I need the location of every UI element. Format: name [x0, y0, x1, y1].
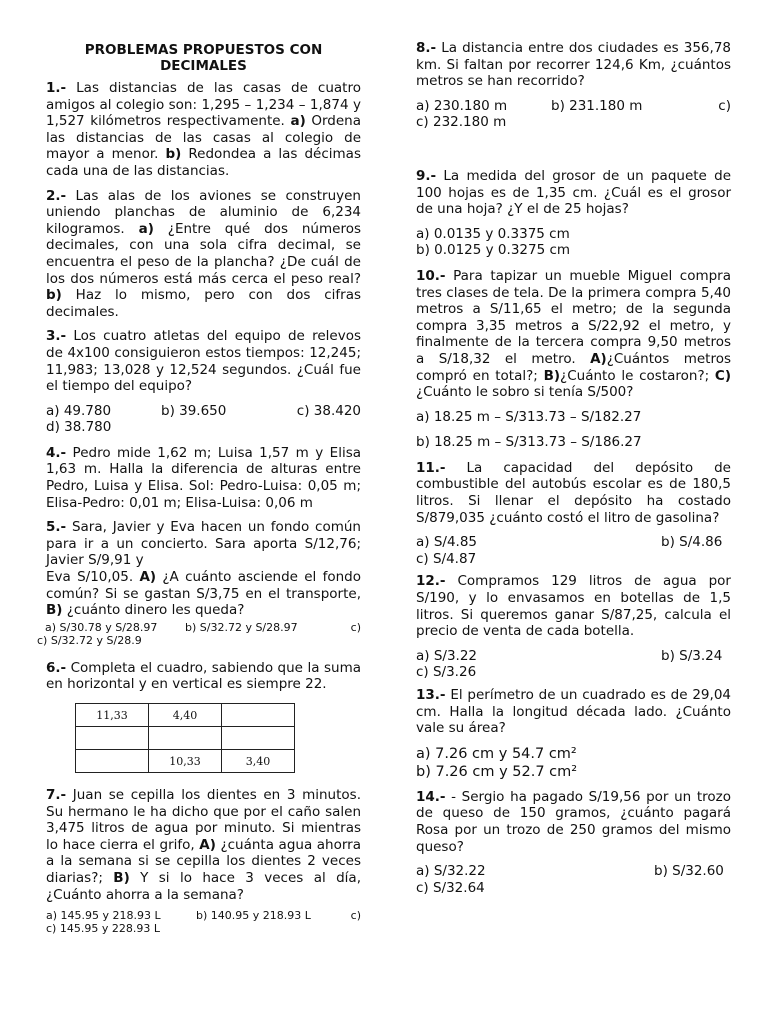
option-a: a) 49.780 — [46, 402, 112, 419]
grid-cell[interactable] — [76, 727, 149, 750]
problem-9 — [416, 168, 731, 218]
problem-number: 4.- — [46, 444, 67, 461]
option-b: b) 18.25 m – S/313.73 – S/186.27 — [416, 434, 642, 451]
answer-option-10b — [416, 434, 731, 451]
problem-14 — [416, 789, 731, 855]
part-label: A) — [199, 836, 216, 853]
part-label: a) — [138, 220, 154, 237]
problem-text: ¿Entre qué dos números decimales, con una sola cifra decimal, se encuentra el peso de la plancha? ¿De cuál de los dos números está más cerca el peso real? — [46, 220, 361, 287]
problem-5 — [46, 519, 361, 619]
problem-number: 13.- — [416, 687, 446, 703]
problem-text: La capacidad del depósito de combustible del autobús escolar es de 180,5 litros. Si llenar el depósito ha costado S/879,035 ¿cuánto costó el litro de gasolina? — [416, 459, 731, 526]
option-b: b) S/4.86 — [661, 534, 723, 551]
problem-text: ¿Cuánto le costaron?; — [560, 367, 715, 384]
answer-options-7: a) 145.95 y 218.93 L b) 140.95 y 218.93 L c) c) 145.95 y 228.93 L — [46, 909, 361, 936]
answer-options-9 — [416, 226, 731, 259]
problem-number: 7.- — [46, 787, 67, 803]
grid-row — [76, 750, 295, 773]
part-label: A) — [590, 350, 607, 367]
problem-10 — [416, 268, 731, 401]
answer-options-5: a) S/30.78 y S/28.97 b) S/32.72 y S/28.97 c) c) S/32.72 y S/28.9 — [37, 620, 361, 648]
problem-text: La distancia entre dos ciudades es 356,78 km. Si faltan por recorrer 124,6 Km, ¿cuántos metros se han recorrido? — [416, 40, 731, 90]
answer-options-11 — [416, 534, 731, 567]
problem-text: ¿cuánta agua ahorra a la semana si se cepilla los dientes 2 veces diarias?; — [46, 836, 362, 886]
document-title — [46, 42, 361, 74]
option-c: c) 145.95 y 228.93 L — [46, 922, 160, 936]
part-label: a) — [290, 113, 306, 130]
problem-text: ¿A cuánto asciende el fondo común? Si se gastan S/3,75 en el transporte, — [46, 569, 361, 602]
problem-number: 5.- — [46, 519, 67, 536]
option-b: b) 140.95 y 218.93 L — [196, 909, 311, 923]
problem-text: Sara, Javier y Eva hacen un fondo común para ir a un concierto. Sara aporta S/12,76; Javier S/9,91 y — [46, 519, 361, 569]
option-a: a) 18.25 m – S/313.73 – S/182.27 — [416, 408, 642, 425]
problem-4 — [46, 445, 361, 511]
grid-row — [76, 704, 295, 727]
problem-text: Para tapizar un mueble Miguel compra tres clases de tela. De la primera compra 5,40 metros a S/11,65 el metro; de la segunda compra 3,35 metros a S/22,92 el metro, y finalmente de la tercera compra 9,50 metros a S/18,32 el metro. — [416, 267, 731, 367]
problem-number: 2.- — [46, 187, 67, 204]
part-label: b) — [46, 287, 62, 304]
problem-text: - Sergio ha pagado S/19,56 por un trozo de queso de 150 gramos, ¿cuánto pagará Rosa por un trozo de 250 gramos del mismo queso? — [416, 788, 731, 855]
option-c: c) S/3.26 — [416, 664, 477, 681]
problem-11 — [416, 460, 731, 526]
option-a: a) S/32.22 — [416, 863, 486, 880]
option-a: a) 7.26 cm y 54.7 cm² — [416, 745, 577, 762]
part-label: C) — [714, 367, 731, 384]
problem-text: La medida del grosor de un paquete de 100 hojas es de 1,35 cm. ¿Cuál es el grosor de una hoja? ¿Y el de 25 hojas? — [416, 167, 731, 218]
problem-12 — [416, 573, 731, 639]
option-c: c) 232.180 m — [416, 114, 507, 131]
answer-option-10a — [416, 409, 731, 426]
option-c: c) S/4.87 — [416, 550, 477, 567]
answer-options-13 — [416, 745, 731, 781]
sum-grid — [75, 703, 295, 773]
problem-text: ¿Cuántos metros compró en total?; — [416, 350, 731, 384]
problem-number: 8.- — [416, 40, 437, 56]
option-b: b) 7.26 cm y 52.7 cm² — [416, 763, 578, 780]
option-b: b) 231.180 m — [551, 97, 643, 114]
problem-2 — [46, 188, 361, 321]
problem-number: 6.- — [46, 659, 67, 676]
part-label: B) — [543, 367, 561, 384]
problem-text: Pedro mide 1,62 m; Luisa 1,57 m y Elisa 1,63 m. Halla la diferencia de alturas entre Pedro, Luisa y Elisa. Sol: Pedro-Luisa: 0,05 m; Elisa-Pedro: 0,01 m; Elisa-Luisa: 0,06 m — [46, 444, 361, 511]
problem-number: 12.- — [416, 573, 446, 590]
problem-text: Y si lo hace 3 veces al día, ¿Cuánto ahorra a la semana? — [46, 869, 361, 903]
part-label: A) — [139, 569, 157, 586]
option-a: a) 0.0135 y 0.3375 cm — [416, 225, 570, 242]
grid-cell[interactable]: 3,40 — [222, 750, 295, 773]
problem-1 — [46, 80, 361, 180]
problem-text: Haz lo mismo, pero con dos cifras decimales. — [46, 287, 361, 320]
problem-text: Ordena las distancias de las casas al colegio de mayor a menor. — [46, 113, 362, 163]
problem-number: 3.- — [46, 328, 67, 345]
grid-cell[interactable] — [222, 727, 295, 750]
part-label: B) — [46, 602, 63, 619]
answer-options-3 — [46, 403, 361, 436]
option-b: b) S/32.60 — [654, 863, 724, 880]
problem-text: ¿cuánto dinero les queda? — [62, 602, 245, 619]
grid-row — [76, 727, 295, 750]
problem-text: Las alas de los aviones se construyen uniendo planchas de aluminio de 6,234 kilogramos. — [46, 187, 361, 237]
part-label: B) — [113, 869, 130, 886]
problem-text: Eva S/10,05. — [46, 569, 140, 586]
option-b: b) S/3.24 — [661, 647, 723, 664]
problem-3 — [46, 328, 361, 394]
problem-text: Completa el cuadro, sabiendo que la suma en horizontal y en vertical es siempre 22. — [46, 659, 361, 693]
grid-cell[interactable] — [222, 704, 295, 727]
right-column — [416, 40, 731, 905]
problem-number: 1.- — [46, 80, 67, 96]
title-line-1: PROBLEMAS PROPUESTOS CON — [84, 42, 323, 58]
grid-cell[interactable]: 11,33 — [76, 704, 149, 727]
grid-cell[interactable] — [149, 727, 222, 750]
answer-options-8: a) 230.180 m b) 231.180 m c) c) 232.180 m — [416, 97, 731, 131]
problem-number: 14.- — [416, 788, 446, 805]
option-a: a) 230.180 m — [416, 97, 508, 114]
option-b: b) 0.0125 y 0.3275 cm — [416, 242, 571, 259]
title-line-2: DECIMALES — [160, 58, 247, 74]
option-b: b) 39.650 — [161, 402, 227, 419]
problem-6 — [46, 660, 361, 693]
option-a: a) 145.95 y 218.93 L — [46, 909, 161, 923]
grid-cell[interactable] — [76, 750, 149, 773]
problem-number: 9.- — [416, 167, 437, 184]
problem-number: 11.- — [416, 459, 446, 476]
problem-text: El perímetro de un cuadrado es de 29,04 cm. Halla la longitud década lado. ¿Cuánto vale su área? — [416, 687, 731, 737]
grid-cell[interactable]: 10,33 — [149, 750, 222, 773]
problem-text: ¿Cuánto le sobro si tenía S/500? — [416, 384, 634, 401]
problem-text: Compramos 129 litros de agua por S/190, y lo envasamos en botellas de 1,5 litros. Si queremos ganar S/87,25, calcula el precio de venta de cada botella. — [416, 573, 731, 640]
option-d: d) 38.780 — [46, 419, 112, 436]
problem-7 — [46, 787, 361, 903]
problem-text: Las distancias de las casas de cuatro amigos al colegio son: 1,295 – 1,234 – 1,874 y 1,527 kilómetros respectivamente. — [46, 80, 361, 130]
option-a: a) S/30.78 y S/28.97 — [45, 620, 158, 634]
grid-cell[interactable]: 4,40 — [149, 704, 222, 727]
option-c: c) S/32.72 y S/28.9 — [37, 634, 142, 648]
problem-text: Los cuatro atletas del equipo de relevos de 4x100 consiguieron estos tiempos: 12,245; 11,983; 13,028 y 12,524 segundos. ¿Cuál fue el tiempo del equipo? — [46, 328, 361, 395]
problem-13 — [416, 687, 731, 737]
problem-number: 10.- — [416, 267, 446, 284]
problem-8 — [416, 40, 731, 90]
problem-text: Redondea a las décimas cada una de las distancias. — [46, 146, 361, 179]
option-a: a) S/4.85 — [416, 534, 478, 551]
left-column — [37, 40, 362, 944]
option-c: c) S/32.64 — [416, 879, 485, 896]
answer-options-12 — [416, 648, 731, 681]
answer-options-14 — [416, 863, 731, 896]
problem-text: Juan se cepilla los dientes en 3 minutos. Su hermano le ha dicho que por el caño salen 3,475 litros de agua por minuto. Si mientras lo hace cierra el grifo, — [46, 787, 361, 853]
option-b: b) S/32.72 y S/28.97 — [185, 620, 298, 634]
part-label: b) — [165, 146, 182, 163]
option-a: a) S/3.22 — [416, 647, 478, 664]
option-c: c) 38.420 — [296, 402, 361, 419]
